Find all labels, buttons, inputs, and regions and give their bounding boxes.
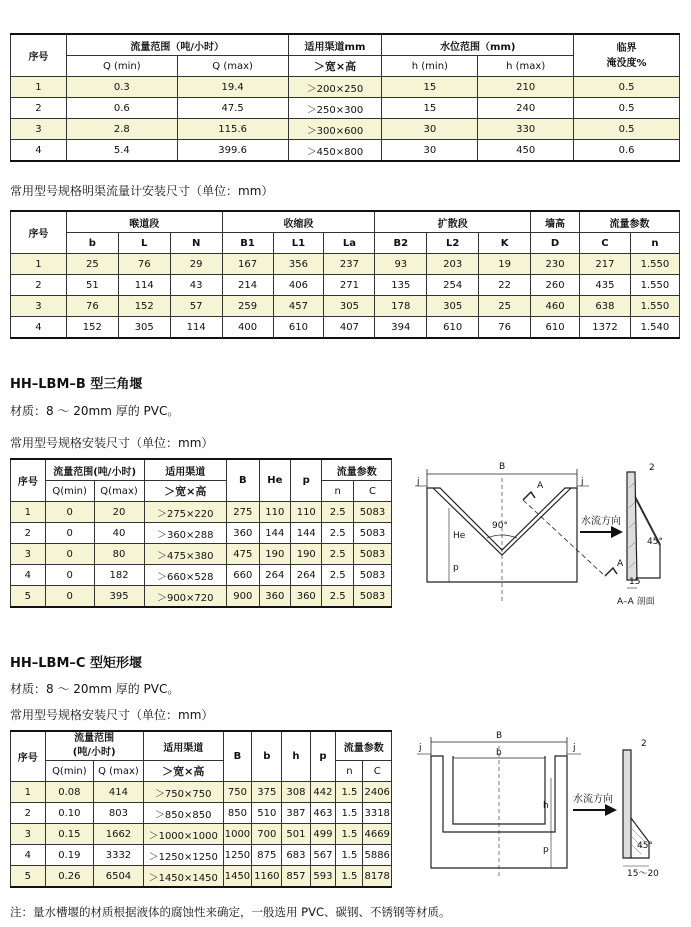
col-D: D (531, 233, 580, 254)
diag-c-label-h: h (543, 801, 549, 811)
col-L2: L2 (427, 233, 479, 254)
col-width-height: ＞宽×高 (144, 481, 226, 502)
table-cell: 240 (478, 98, 574, 119)
table-cell: 51 (66, 275, 118, 296)
table-cell: 5 (11, 866, 46, 888)
diag-b-label-A2: A (617, 559, 624, 569)
table-row (11, 824, 392, 845)
table-cell: 501 (282, 824, 310, 845)
col-qmax: Q (max) (177, 56, 288, 77)
table-cell: 47.5 (177, 98, 288, 119)
table-cell: 135 (375, 275, 427, 296)
col-water-level: 水位范围（mm) (382, 34, 574, 56)
table-cell: 2.5 (322, 565, 353, 586)
table-cell: 407 (324, 317, 375, 339)
col-B: B (226, 459, 259, 502)
table-cell: 1.540 (630, 317, 679, 339)
table-row (11, 98, 680, 119)
table-cell: 2.5 (322, 523, 353, 544)
table-cell: 0 (45, 523, 94, 544)
table-cell: 803 (94, 803, 144, 824)
col-N: N (170, 233, 222, 254)
table-cell: 0.5 (574, 119, 680, 140)
table-cell: 0.3 (66, 77, 177, 98)
diag-b-angle: 90° (492, 521, 508, 531)
footnote: 注：量水槽堰的材质根据液体的腐蚀性来确定，一般选用 PVC、碳钢、不锈钢等材质。 (10, 905, 451, 919)
col-B: B (223, 731, 252, 782)
table-cell: 399.6 (177, 140, 288, 162)
col-qmax: Q (max) (94, 761, 144, 782)
table-cell: 214 (222, 275, 273, 296)
table-cell: 6504 (94, 866, 144, 888)
table-cell: ＞1000×1000 (143, 824, 223, 845)
col-flow-params: 流量参数 (322, 459, 392, 481)
table-cell: 0.15 (45, 824, 94, 845)
table-cell: 1160 (252, 866, 282, 888)
table-cell: 510 (252, 803, 282, 824)
triangular-weir-diagram (405, 458, 687, 608)
table-cell: 1.5 (336, 845, 363, 866)
table-cell: 610 (273, 317, 324, 339)
table-cell: 4 (11, 565, 46, 586)
table-cell: 0 (45, 565, 94, 586)
table-cell: 1 (11, 782, 46, 803)
table-row (11, 866, 392, 888)
col-hmin: h (min) (382, 56, 478, 77)
table-cell: 463 (310, 803, 336, 824)
col-B1: B1 (222, 233, 273, 254)
table-cell: 2406 (363, 782, 392, 803)
table-cell: 29 (170, 254, 222, 275)
col-seq: 序号 (11, 211, 67, 254)
table-cell: 638 (580, 296, 631, 317)
table-cell: 43 (170, 275, 222, 296)
col-b: b (66, 233, 118, 254)
table-cell: 0.6 (574, 140, 680, 162)
diag-c-label-b: b (496, 748, 502, 758)
table-row (11, 565, 392, 586)
col-hmax: h (max) (478, 56, 574, 77)
table-cell: ＞660×528 (144, 565, 226, 586)
table-cell: 3 (11, 296, 67, 317)
table-cell: 114 (118, 275, 170, 296)
table-row (11, 119, 680, 140)
table-cell: 610 (531, 317, 580, 339)
table-cell: 80 (94, 544, 144, 565)
diag-b-label-B: B (499, 462, 506, 472)
table-cell: ＞200×250 (288, 77, 382, 98)
table-cell: 2.5 (322, 502, 353, 523)
table-cell: 1.5 (336, 866, 363, 888)
table-cell: 475 (226, 544, 259, 565)
col-channel: 适用渠道mm (288, 34, 382, 56)
table-cell: 8178 (363, 866, 392, 888)
col-h: h (282, 731, 310, 782)
table-cell: 0.08 (45, 782, 94, 803)
table-cell: 356 (273, 254, 324, 275)
table-cell: 5083 (353, 586, 391, 608)
table-cell: 360 (226, 523, 259, 544)
table-cell: 0.19 (45, 845, 94, 866)
table-cell: 0 (45, 586, 94, 608)
col-B2: B2 (375, 233, 427, 254)
diag-b-section: A–A 剖面 (617, 597, 655, 607)
table-row (11, 803, 392, 824)
table-cell: 0 (45, 502, 94, 523)
table-row (11, 140, 680, 162)
table-cell: 5886 (363, 845, 392, 866)
diag-c-label-j: j (419, 743, 422, 753)
table-cell: 857 (282, 866, 310, 888)
table-cell: 442 (310, 782, 336, 803)
col-width-height: ＞宽×高 (143, 761, 223, 782)
table-cell: 30 (382, 119, 478, 140)
table-cell: 22 (479, 275, 531, 296)
diag-b-label-A: A (537, 481, 544, 491)
col-He: He (259, 459, 290, 502)
table-cell: 305 (427, 296, 479, 317)
table-cell: 305 (118, 317, 170, 339)
diag-b-label-p: p (453, 563, 459, 573)
flow-range-table (10, 33, 680, 162)
table-cell: 1 (11, 254, 67, 275)
table-cell: 3318 (363, 803, 392, 824)
col-throat: 喉道段 (66, 211, 222, 233)
table-cell: 360 (291, 586, 322, 608)
diag-b-angle-45: 45° (647, 537, 663, 547)
table-row (11, 586, 392, 608)
table-cell: 40 (94, 523, 144, 544)
table-cell: 683 (282, 845, 310, 866)
table-cell: 114 (170, 317, 222, 339)
table-cell: 850 (223, 803, 252, 824)
table-cell: 593 (310, 866, 336, 888)
table-cell: 264 (259, 565, 290, 586)
table-cell: 115.6 (177, 119, 288, 140)
diag-b-flow-direction: 水流方向 (581, 516, 621, 527)
table-cell: ＞300×600 (288, 119, 382, 140)
table-cell: 5083 (353, 544, 391, 565)
table-cell: 178 (375, 296, 427, 317)
table-cell: 1.550 (630, 254, 679, 275)
table-cell: 230 (531, 254, 580, 275)
section-c-material: 材质：8 ～ 20mm 厚的 PVC。 (10, 682, 180, 696)
table-cell: 1.5 (336, 824, 363, 845)
col-n: n (630, 233, 679, 254)
col-flow-range: 流量范围(吨/小时) (45, 459, 144, 481)
table-cell: 76 (118, 254, 170, 275)
table-cell: 144 (291, 523, 322, 544)
table-cell: 5083 (353, 523, 391, 544)
table-row (11, 77, 680, 98)
table-cell: 1662 (94, 824, 144, 845)
table-cell: 190 (291, 544, 322, 565)
col-C: C (363, 761, 392, 782)
table-cell: 330 (478, 119, 574, 140)
diag-b-width-2: 2 (649, 463, 655, 473)
table-cell: ＞360×288 (144, 523, 226, 544)
table-cell: ＞275×220 (144, 502, 226, 523)
table-cell: 0.5 (574, 77, 680, 98)
table-cell: 2 (11, 98, 67, 119)
table-cell: 414 (94, 782, 144, 803)
col-channel: 适用渠道 (144, 459, 226, 481)
col-qmin: Q (min) (66, 56, 177, 77)
rectangular-weir-table (10, 730, 392, 888)
table-cell: 435 (580, 275, 631, 296)
col-channel: 适用渠道 (143, 731, 223, 761)
table-cell: 900 (226, 586, 259, 608)
table-cell: ＞750×750 (143, 782, 223, 803)
table-cell: 406 (273, 275, 324, 296)
table-cell: 3332 (94, 845, 144, 866)
table-cell: 2.8 (66, 119, 177, 140)
table-cell: 457 (273, 296, 324, 317)
table-cell: 3 (11, 824, 46, 845)
table-cell: 1.5 (336, 803, 363, 824)
table-cell: 110 (259, 502, 290, 523)
table-cell: 144 (259, 523, 290, 544)
table-row (11, 254, 680, 275)
col-submergence: 临界 淹没度% (574, 34, 680, 77)
table-cell: 76 (66, 296, 118, 317)
table2-caption: 常用型号规格明渠流量计安装尺寸（单位：mm） (10, 184, 274, 198)
table-cell: 360 (259, 586, 290, 608)
col-b: b (252, 731, 282, 782)
table-cell: 237 (324, 254, 375, 275)
table-cell: 395 (94, 586, 144, 608)
table-cell: 460 (531, 296, 580, 317)
table-cell: 375 (252, 782, 282, 803)
table-cell: 2 (11, 523, 46, 544)
diag-c-width-2: 2 (641, 739, 647, 749)
table-cell: 1 (11, 77, 67, 98)
table-cell: 25 (479, 296, 531, 317)
diag-c-angle-45: 45° (637, 841, 653, 851)
col-n: n (322, 481, 353, 502)
table-row (11, 845, 392, 866)
col-flow-range: 流量范围（吨/小时） (66, 34, 288, 56)
diag-c-label-p: p (543, 845, 549, 855)
col-C: C (580, 233, 631, 254)
table-cell: 660 (226, 565, 259, 586)
table-cell: 20 (94, 502, 144, 523)
diag-b-width-15: 15 (629, 577, 641, 587)
table-cell: 15 (382, 77, 478, 98)
triangular-weir-table (10, 458, 392, 608)
col-n: n (336, 761, 363, 782)
table-cell: ＞1450×1450 (143, 866, 223, 888)
table-cell: 19.4 (177, 77, 288, 98)
table-cell: 5.4 (66, 140, 177, 162)
table-cell: ＞850×850 (143, 803, 223, 824)
table-cell: 0.10 (45, 803, 94, 824)
table-cell: 1450 (223, 866, 252, 888)
diag-c-flow-direction: 水流方向 (573, 794, 613, 805)
table-cell: 305 (324, 296, 375, 317)
col-K: K (479, 233, 531, 254)
table-cell: 264 (291, 565, 322, 586)
table-cell: 275 (226, 502, 259, 523)
table-cell: 152 (66, 317, 118, 339)
table-cell: 4669 (363, 824, 392, 845)
table-cell: 15 (382, 98, 478, 119)
table-cell: 394 (375, 317, 427, 339)
table-cell: ＞450×800 (288, 140, 382, 162)
table-cell: 1000 (223, 824, 252, 845)
table-cell: 700 (252, 824, 282, 845)
col-seq: 序号 (11, 34, 67, 77)
table-cell: 400 (222, 317, 273, 339)
table-cell: 4 (11, 317, 67, 339)
table-cell: 254 (427, 275, 479, 296)
table-cell: 3 (11, 119, 67, 140)
table-row (11, 523, 392, 544)
table-cell: 271 (324, 275, 375, 296)
table-cell: 2 (11, 275, 67, 296)
diag-c-label-j2: j (573, 743, 576, 753)
table-cell: 2.5 (322, 544, 353, 565)
table-cell: 93 (375, 254, 427, 275)
table-cell: 110 (291, 502, 322, 523)
table-row (11, 544, 392, 565)
col-p: p (310, 731, 336, 782)
table-cell: 76 (479, 317, 531, 339)
table-row (11, 317, 680, 339)
table-cell: 0.6 (66, 98, 177, 119)
diag-c-width-15-20: 15～20 (627, 869, 659, 878)
table-cell: 1.550 (630, 296, 679, 317)
col-diverging: 扩散段 (375, 211, 531, 233)
table-cell: 1250 (223, 845, 252, 866)
table-cell: 57 (170, 296, 222, 317)
section-b-material: 材质：8 ～ 20mm 厚的 PVC。 (10, 404, 180, 418)
table-cell: 2.5 (322, 586, 353, 608)
table-cell: ＞475×380 (144, 544, 226, 565)
col-width-height: ＞宽×高 (288, 56, 382, 77)
table-cell: 0 (45, 544, 94, 565)
section-b-caption: 常用型号规格安装尺寸（单位：mm） (10, 436, 214, 450)
table-cell: 25 (66, 254, 118, 275)
col-qmin: Q(min) (45, 481, 94, 502)
table-cell: 182 (94, 565, 144, 586)
diag-b-label-j2: j (581, 477, 584, 487)
col-La: La (324, 233, 375, 254)
table-cell: 450 (478, 140, 574, 162)
table-cell: 1372 (580, 317, 631, 339)
table-cell: 0.5 (574, 98, 680, 119)
table-cell: 2 (11, 803, 46, 824)
col-flow-range: 流量范围 (吨/小时) (45, 731, 143, 761)
table-cell: 30 (382, 140, 478, 162)
table-cell: 203 (427, 254, 479, 275)
col-seq: 序号 (11, 731, 46, 782)
rectangular-weir-diagram (405, 728, 687, 878)
table-cell: 499 (310, 824, 336, 845)
table-cell: 5 (11, 586, 46, 608)
table-cell: 19 (479, 254, 531, 275)
col-seq: 序号 (11, 459, 46, 502)
col-qmin: Q(min) (45, 761, 94, 782)
table-cell: 1 (11, 502, 46, 523)
table-cell: 167 (222, 254, 273, 275)
table-cell: 387 (282, 803, 310, 824)
col-converging: 收缩段 (222, 211, 375, 233)
table-cell: 750 (223, 782, 252, 803)
table-cell: 1.550 (630, 275, 679, 296)
table-cell: 259 (222, 296, 273, 317)
table-row (11, 502, 392, 523)
col-L: L (118, 233, 170, 254)
table-row (11, 782, 392, 803)
table-row (11, 296, 680, 317)
table-cell: 190 (259, 544, 290, 565)
table-cell: 260 (531, 275, 580, 296)
col-wall: 墙高 (531, 211, 580, 233)
col-flow-params: 流量参数 (580, 211, 680, 233)
diag-c-label-B: B (496, 731, 503, 741)
col-qmax: Q(max) (94, 481, 144, 502)
install-dimension-table (10, 210, 680, 339)
col-C: C (353, 481, 391, 502)
col-p: p (291, 459, 322, 502)
table-cell: ＞1250×1250 (143, 845, 223, 866)
table-row (11, 275, 680, 296)
diag-b-label-j: j (417, 477, 420, 487)
table-cell: 4 (11, 845, 46, 866)
table-cell: 875 (252, 845, 282, 866)
table-cell: 152 (118, 296, 170, 317)
table-cell: 308 (282, 782, 310, 803)
table-cell: 217 (580, 254, 631, 275)
table-cell: 210 (478, 77, 574, 98)
table-cell: ＞900×720 (144, 586, 226, 608)
table-cell: 3 (11, 544, 46, 565)
table-cell: 5083 (353, 565, 391, 586)
section-b-title: HH–LBM–B 型三角堰 (10, 377, 143, 392)
table-cell: 610 (427, 317, 479, 339)
section-c-caption: 常用型号规格安装尺寸（单位：mm） (10, 708, 214, 722)
table-cell: ＞250×300 (288, 98, 382, 119)
table-cell: 1.5 (336, 782, 363, 803)
table-cell: 4 (11, 140, 67, 162)
table-cell: 5083 (353, 502, 391, 523)
col-flow-params: 流量参数 (336, 731, 392, 761)
diag-b-label-He: He (453, 531, 466, 541)
table-cell: 0.26 (45, 866, 94, 888)
col-L1: L1 (273, 233, 324, 254)
section-c-title: HH–LBM–C 型矩形堰 (10, 656, 142, 671)
table-cell: 567 (310, 845, 336, 866)
